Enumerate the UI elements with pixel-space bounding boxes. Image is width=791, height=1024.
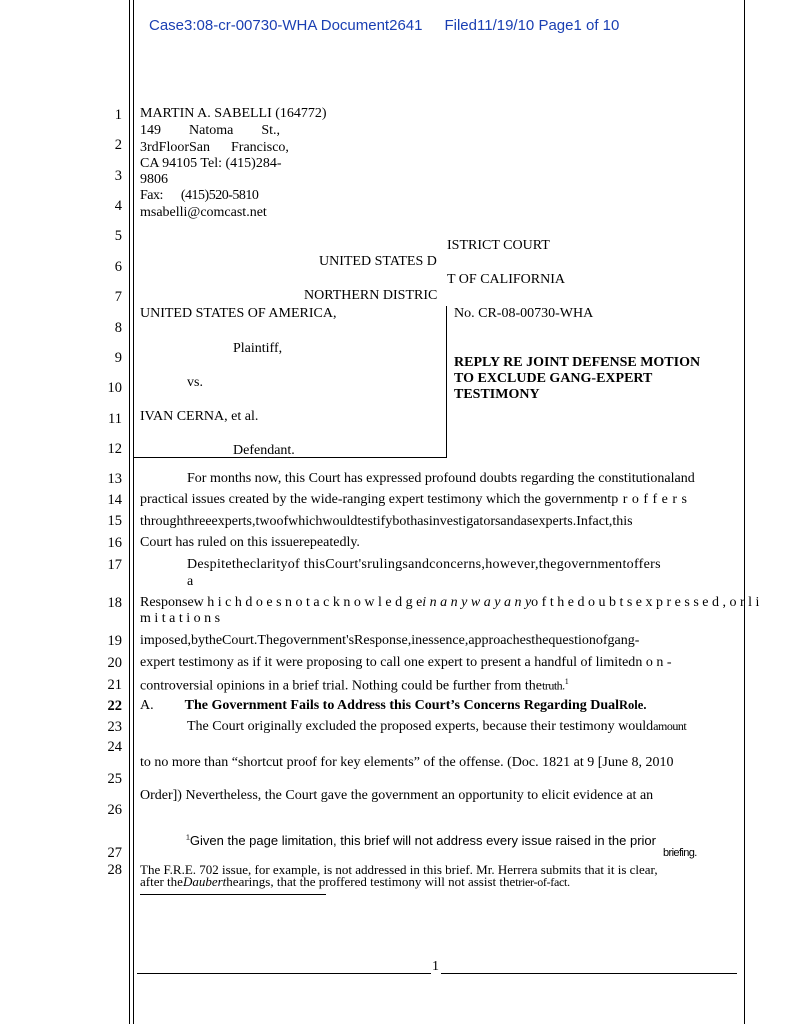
counsel-address: CA 94105 Tel: (415)284-	[140, 156, 282, 171]
counsel-address: 149 Natoma St.,	[140, 123, 280, 138]
section-heading: A. The Government Fails to Address this Court’s Concerns Regarding DualRole.	[140, 698, 647, 713]
footer-rule-right	[441, 973, 737, 974]
left-margin-rule-inner	[133, 0, 134, 1024]
court-title-fragment: T OF CALIFORNIA	[447, 272, 565, 287]
line-number: 24	[107, 739, 122, 755]
caption-divider	[446, 306, 447, 457]
footnote-ref: 1	[564, 677, 569, 686]
line-number: 18	[107, 595, 122, 611]
body-line: to no more than “shortcut proof for key elements” of the offense. (Doc. 1821 at 9 [June 8, 2010	[140, 755, 674, 770]
body-line: Responsew h i c h d o e s n o t a c k n o w l e d g ei n a n y w a y a n yo f t h e d o u b t s e x p r e s s e d , o r l i	[140, 595, 760, 610]
footnote-line: after theDauberthearings, that the proffered testimony will not assist thetrier-of-fact.	[140, 874, 570, 889]
line-number: 21	[107, 677, 122, 693]
body-line: throughthreeexperts,twoofwhichwouldtestifybothasinvestigatorsandasexperts.Infact,this	[140, 514, 633, 529]
court-title-fragment: UNITED STATES D	[319, 254, 437, 269]
party-plaintiff: UNITED STATES OF AMERICA,	[140, 306, 337, 321]
line-number: 23	[107, 719, 122, 735]
body-line: expert testimony as if it were proposing to call one expert to present a handful of limitedn o n -	[140, 655, 672, 670]
body-line: imposed,bytheCourt.Thegovernment'sResponse,inessence,approachesthequestionofgang-	[140, 633, 640, 648]
line-number: 14	[107, 492, 122, 508]
filed-page: Filed11/19/10 Page1 of 10	[444, 17, 620, 34]
document-title: TO EXCLUDE GANG-EXPERT	[454, 371, 653, 386]
footnote-line: briefing.	[663, 847, 697, 859]
case-number-caption: No. CR-08-00730-WHA	[454, 306, 594, 321]
counsel-address: 9806	[140, 172, 168, 187]
line-number: 2	[114, 137, 122, 153]
footnote-number: 1	[186, 834, 190, 842]
body-line: Despitetheclarityof thisCourt'srulingsandconcerns,however,thegovernmentoffers	[187, 557, 661, 572]
plaintiff-label: Plaintiff,	[233, 341, 283, 356]
body-line: Order]) Nevertheless, the Court gave the government an opportunity to elicit evidence at an	[140, 788, 654, 803]
line-number: 10	[107, 380, 122, 396]
footnote-line: The F.R.E. 702 issue, for example, is not addressed in this brief. Mr. Herrera submits that it is clear,	[140, 862, 658, 877]
line-number: 1	[114, 107, 122, 123]
body-line: m i t a t i o n s	[140, 611, 221, 626]
body-line: For months now, this Court has expressed profound doubts regarding the constitutionaland	[187, 471, 695, 486]
court-title-fragment: NORTHERN DISTRIC	[304, 288, 438, 303]
line-number: 22	[107, 698, 122, 714]
body-line: practical issues created by the wide-ranging expert testimony which the governmentp r o f f e r s	[140, 492, 688, 507]
footnote-line: $^1$Given the page limitation, this brief will not address every issue raised in the prior	[186, 833, 656, 848]
line-number: 19	[107, 633, 122, 649]
case-number: Case3:08-cr-00730-WHA Document2641	[149, 17, 423, 34]
versus-label: vs.	[187, 375, 203, 390]
line-number: 28	[107, 862, 122, 878]
left-margin-rule-outer	[129, 0, 130, 1024]
case-header	[149, 17, 619, 34]
line-number: 9	[114, 350, 122, 366]
line-number: 25	[107, 771, 122, 787]
line-number: 6	[114, 259, 122, 275]
line-number: 4	[114, 198, 122, 214]
line-number: 17	[107, 557, 122, 573]
footnote-separator	[140, 894, 326, 895]
document-title: REPLY RE JOINT DEFENSE MOTION	[454, 355, 701, 370]
body-line: The Court originally excluded the proposed experts, because their testimony wouldamount	[187, 719, 687, 734]
body-line: controversial opinions in a brief trial. Nothing could be further from thetruth.$^1$	[140, 677, 569, 694]
counsel-address: 3rdFloorSan Francisco,	[140, 140, 289, 155]
counsel-fax: Fax: (415)520-5810	[140, 188, 259, 203]
footer-rule-left	[137, 973, 431, 974]
counsel-email: msabelli@comcast.net	[140, 205, 267, 220]
court-title-fragment: ISTRICT COURT	[447, 238, 550, 253]
body-line: Court has ruled on this issuerepeatedly.	[140, 535, 360, 550]
line-number: 3	[114, 168, 122, 184]
caption-bottom-rule	[133, 457, 447, 458]
line-number: 11	[108, 411, 122, 427]
line-number: 5	[114, 228, 122, 244]
defendant-label: Defendant.	[233, 443, 295, 458]
line-number: 8	[114, 320, 122, 336]
line-number: 20	[107, 655, 122, 671]
line-number: 27	[107, 845, 122, 861]
line-number: 7	[114, 289, 122, 305]
counsel-name: MARTIN A. SABELLI (164772)	[140, 106, 327, 121]
right-margin-rule	[744, 0, 745, 1024]
line-number: 13	[107, 471, 122, 487]
line-number: 12	[107, 441, 122, 457]
page-number: 1	[432, 959, 439, 974]
line-number: 16	[107, 535, 122, 551]
line-number: 26	[107, 802, 122, 818]
body-line: a	[187, 574, 194, 589]
document-title: TESTIMONY	[454, 387, 540, 402]
party-defendant: IVAN CERNA, et al.	[140, 409, 259, 424]
line-number: 15	[107, 513, 122, 529]
